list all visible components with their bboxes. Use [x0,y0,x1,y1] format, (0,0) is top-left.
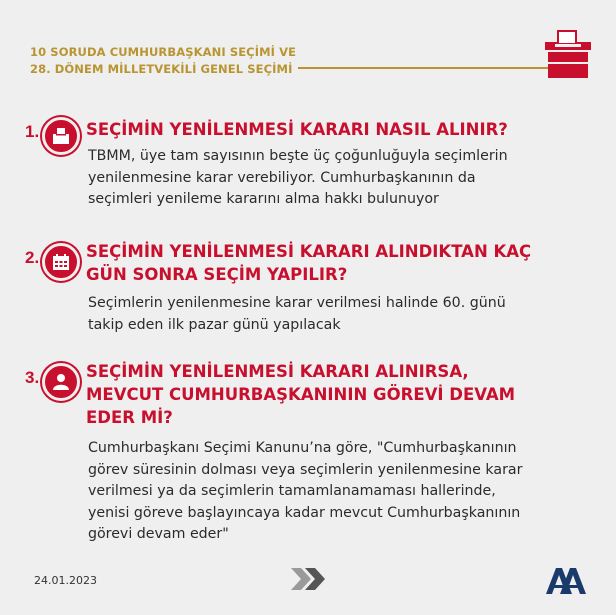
answer-line: takip eden ilk pazar günü yapılacak [88,316,341,333]
answer-line: Seçimlerin yenilenmesine karar verilmesi halinde 60. günü [88,295,506,311]
answer-line: verilmesi ya da seçimlerin tamamlanamaması hallerinde, [88,483,496,499]
question-number-badge [22,242,78,278]
question-title [86,240,531,286]
question-title-line: EDER Mİ? [86,408,173,427]
question-answer [88,438,522,546]
question-title-line: MEVCUT CUMHURBAŞKANININ GÖREVİ DEVAM [86,385,516,404]
answer-line: görevi devam eder" [88,526,229,542]
answer-line: TBMM, üye tam sayısının beşte üç çoğunluğuyla seçimlerin [88,148,508,164]
question-answer [88,293,506,336]
ballot-box-icon [543,28,593,80]
answer-line: yenilenmesine karar verebiliyor. Cumhurbaşkanının da [88,169,476,186]
header-title-line1: 10 SORUDA CUMHURBAŞKANI SEÇİMİ VE [30,45,297,59]
question-title [86,360,515,429]
answer-line: görev süresinin dolması veya seçimlerin yenilenmesine karar [88,461,523,478]
question-number: 3. [25,368,40,387]
calendar-icon [42,243,80,281]
question-number: 2. [25,248,40,267]
question-title-line: GÜN SONRA SEÇİM YAPILIR? [86,265,348,284]
question-number-badge [22,362,78,398]
ballot-box-icon [42,117,80,155]
header [30,44,560,78]
aa-logo [545,565,587,595]
answer-line: Cumhurbaşkanı Seçimi Kanunu’na göre, "Cumhurbaşkanının [88,440,517,456]
answer-line: seçimleri yenileme kararını alma hakkı bulunuyor [88,191,439,207]
header-title-line2: 28. DÖNEM MİLLETVEKİLİ GENEL SEÇİMİ [30,62,293,76]
publish-date: 24.01.2023 [34,574,97,587]
header-divider [298,67,563,69]
double-chevron-right-icon[interactable] [289,566,329,592]
question-number: 1. [25,122,40,141]
question-answer [88,146,508,211]
question-title-line: SEÇİMİN YENİLENMESİ KARARI ALINDIKTAN KAÇ [86,242,532,261]
question-title-line: SEÇİMİN YENİLENMESİ KARARI ALINIRSA, [86,362,469,381]
question-title [86,118,508,141]
answer-line: yenisi göreve başlayıncaya kadar mevcut Cumhurbaşkanının [88,504,521,521]
question-number-badge [22,116,78,152]
person-icon [42,363,80,401]
question-title-line: SEÇİMİN YENİLENMESİ KARARI NASIL ALINIR? [86,120,508,139]
